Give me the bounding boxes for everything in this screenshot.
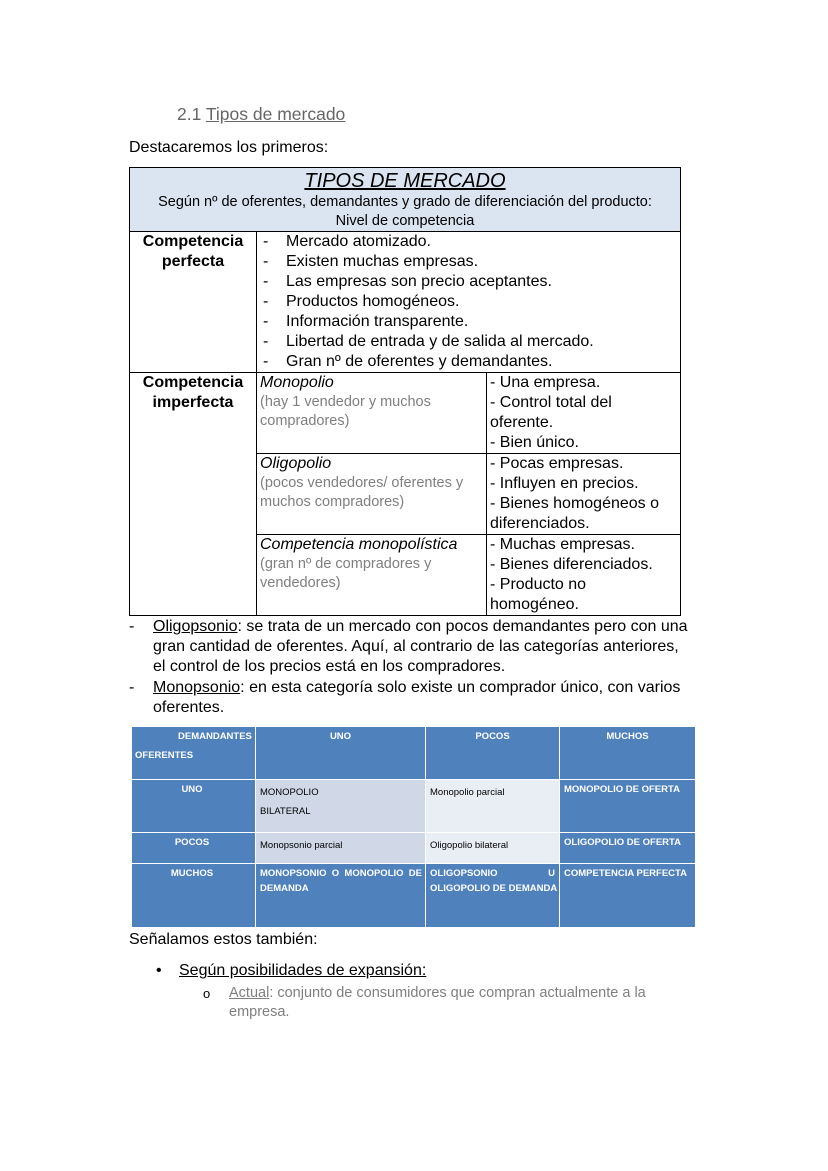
perfecta-label-1: Competencia bbox=[142, 233, 244, 250]
monopolio-chars bbox=[487, 373, 681, 454]
table-subtitle-1: Según nº de oferentes, demandantes y grado de diferenciación del producto: bbox=[158, 194, 652, 210]
cell-text: Monopolio parcial bbox=[430, 787, 505, 798]
type-desc: (gran nº de compradores y vendedores) bbox=[260, 556, 432, 591]
matrix-cell-muchos-pocos-2: OLIGOPOLIO DE DEMANDA bbox=[430, 883, 558, 894]
char-item: - Control total del oferente. bbox=[490, 394, 612, 431]
table-subtitle-2: Nivel de competencia bbox=[335, 213, 475, 229]
cell-text: BILATERAL bbox=[260, 806, 311, 817]
list-item: - Mercado atomizado. bbox=[263, 233, 431, 250]
list-item: - Existen muchas empresas. bbox=[263, 253, 479, 270]
matrix-cell-muchos-pocos-1: OLIGOPSONIO U bbox=[430, 868, 555, 879]
matrix-col-muchos: MUCHOS bbox=[606, 731, 649, 742]
dash-marker: - bbox=[129, 618, 135, 635]
char-item: - Pocas empresas. bbox=[490, 455, 624, 472]
list-item: - Productos homogéneos. bbox=[263, 293, 460, 310]
subbullet-marker: o bbox=[203, 986, 211, 1001]
table-header bbox=[130, 168, 681, 232]
bullet-dot: • bbox=[156, 962, 162, 979]
matrix-row-uno: UNO bbox=[181, 784, 203, 795]
list-item-text: Mercado atomizado. bbox=[286, 233, 431, 250]
matrix-cell-muchos-uno-2: DEMANDA bbox=[260, 883, 309, 894]
oligopolio-cell bbox=[257, 454, 487, 535]
matrix-cell-pocos-muchos: OLIGOPOLIO DE OFERTA bbox=[564, 837, 681, 848]
type-name: Oligopolio bbox=[260, 455, 332, 472]
list-item: - Gran nº de oferentes y demandantes. bbox=[263, 353, 553, 370]
matrix-col-pocos: POCOS bbox=[475, 731, 510, 742]
perfecta-label bbox=[130, 232, 257, 373]
actual-term: Actual bbox=[229, 985, 270, 1001]
perfecta-label-2: perfecta bbox=[161, 253, 225, 270]
section-heading bbox=[177, 104, 345, 125]
list-item-text: Productos homogéneos. bbox=[286, 293, 460, 310]
cell-text: MONOPOLIO bbox=[260, 787, 319, 798]
matrix-cell-uno-muchos: MONOPOLIO DE OFERTA bbox=[564, 784, 680, 795]
cell-text: Monopsonio parcial bbox=[260, 840, 343, 851]
demand-supply-matrix bbox=[132, 727, 695, 927]
imperfecta-label bbox=[130, 373, 257, 616]
char-item: - Producto no homogéneo. bbox=[490, 576, 587, 613]
competencia-monopolistica-chars bbox=[487, 535, 681, 616]
matrix-cell-muchos-uno-1: MONOPSONIO O MONOPOLIO DE bbox=[260, 868, 422, 879]
list-item: - Información transparente. bbox=[263, 313, 469, 330]
oligopsonio-term: Oligopsonio bbox=[153, 618, 238, 635]
matrix-cell-muchos-muchos: COMPETENCIA PERFECTA bbox=[564, 868, 687, 879]
list-item-text: Libertad de entrada y de salida al mercado. bbox=[286, 333, 594, 350]
type-name: Competencia monopolística bbox=[260, 536, 458, 553]
list-item-text: Gran nº de oferentes y demandantes. bbox=[286, 353, 553, 370]
char-item: - Influyen en precios. bbox=[490, 475, 639, 492]
monopsonio-term: Monopsonio bbox=[153, 679, 241, 696]
monopsonio-item bbox=[129, 678, 689, 718]
list-item-text: Existen muchas empresas. bbox=[286, 253, 479, 270]
senalamos-text: Señalamos estos también: bbox=[129, 931, 318, 948]
oligopsonio-item bbox=[129, 617, 689, 677]
char-item: - Una empresa. bbox=[490, 374, 601, 391]
dash-marker: - bbox=[129, 679, 135, 696]
table-title: TIPOS DE MERCADO bbox=[304, 170, 506, 192]
matrix-cell-pocos-uno bbox=[256, 833, 425, 863]
imperfecta-label-1: Competencia bbox=[142, 374, 244, 391]
char-item: - Bienes homogéneos o diferenciados. bbox=[490, 495, 659, 532]
intro-text: Destacaremos los primeros: bbox=[129, 139, 329, 156]
matrix-corner-demandantes: DEMANDANTES bbox=[178, 731, 252, 742]
bullet-expansion-text: Según posibilidades de expansión: bbox=[179, 962, 427, 979]
char-item: - Bienes diferenciados. bbox=[490, 556, 653, 573]
cell-text: Oligopolio bilateral bbox=[430, 840, 509, 851]
competencia-monopolistica-cell bbox=[257, 535, 487, 616]
section-number: 2.1 bbox=[177, 104, 202, 124]
monopsonio-text: : en esta categoría solo existe un comprador único, con varios oferentes. bbox=[153, 679, 681, 716]
char-item: - Muchas empresas. bbox=[490, 536, 635, 553]
char-item: - Bien único. bbox=[490, 434, 579, 451]
market-types-table bbox=[129, 167, 681, 616]
matrix-cell-uno-pocos bbox=[426, 780, 559, 832]
imperfecta-label-2: imperfecta bbox=[152, 394, 234, 411]
monopolio-cell bbox=[257, 373, 487, 454]
list-item: - Libertad de entrada y de salida al mercado. bbox=[263, 333, 594, 350]
list-item-text: Información transparente. bbox=[286, 313, 469, 330]
type-desc: (pocos vendedores/ oferentes y muchos compradores) bbox=[260, 475, 464, 510]
matrix-row-muchos: MUCHOS bbox=[170, 868, 214, 879]
list-item: - Las empresas son precio aceptantes. bbox=[263, 273, 552, 290]
matrix-col-uno: UNO bbox=[329, 731, 352, 742]
list-item-text: Las empresas son precio aceptantes. bbox=[286, 273, 552, 290]
matrix-row-pocos: POCOS bbox=[174, 837, 210, 848]
actual-text: : conjunto de consumidores que compran actualmente a la empresa. bbox=[229, 985, 646, 1020]
subbullet-actual bbox=[203, 984, 673, 1022]
matrix-cell-pocos-pocos bbox=[426, 833, 559, 863]
matrix-cell-uno-uno bbox=[256, 780, 425, 832]
oligopolio-chars bbox=[487, 454, 681, 535]
type-name: Monopolio bbox=[260, 374, 334, 391]
oligopsonio-text: : se trata de un mercado con pocos demandantes pero con una gran cantidad de oferentes. Aquí, al contrario de las categorías anteriores, el control de los precios está en los compradores. bbox=[153, 618, 688, 675]
type-desc: (hay 1 vendedor y muchos compradores) bbox=[260, 394, 431, 429]
perfecta-list bbox=[257, 232, 681, 373]
section-title: Tipos de mercado bbox=[205, 104, 346, 124]
matrix-corner-oferentes: OFERENTES bbox=[135, 750, 194, 761]
